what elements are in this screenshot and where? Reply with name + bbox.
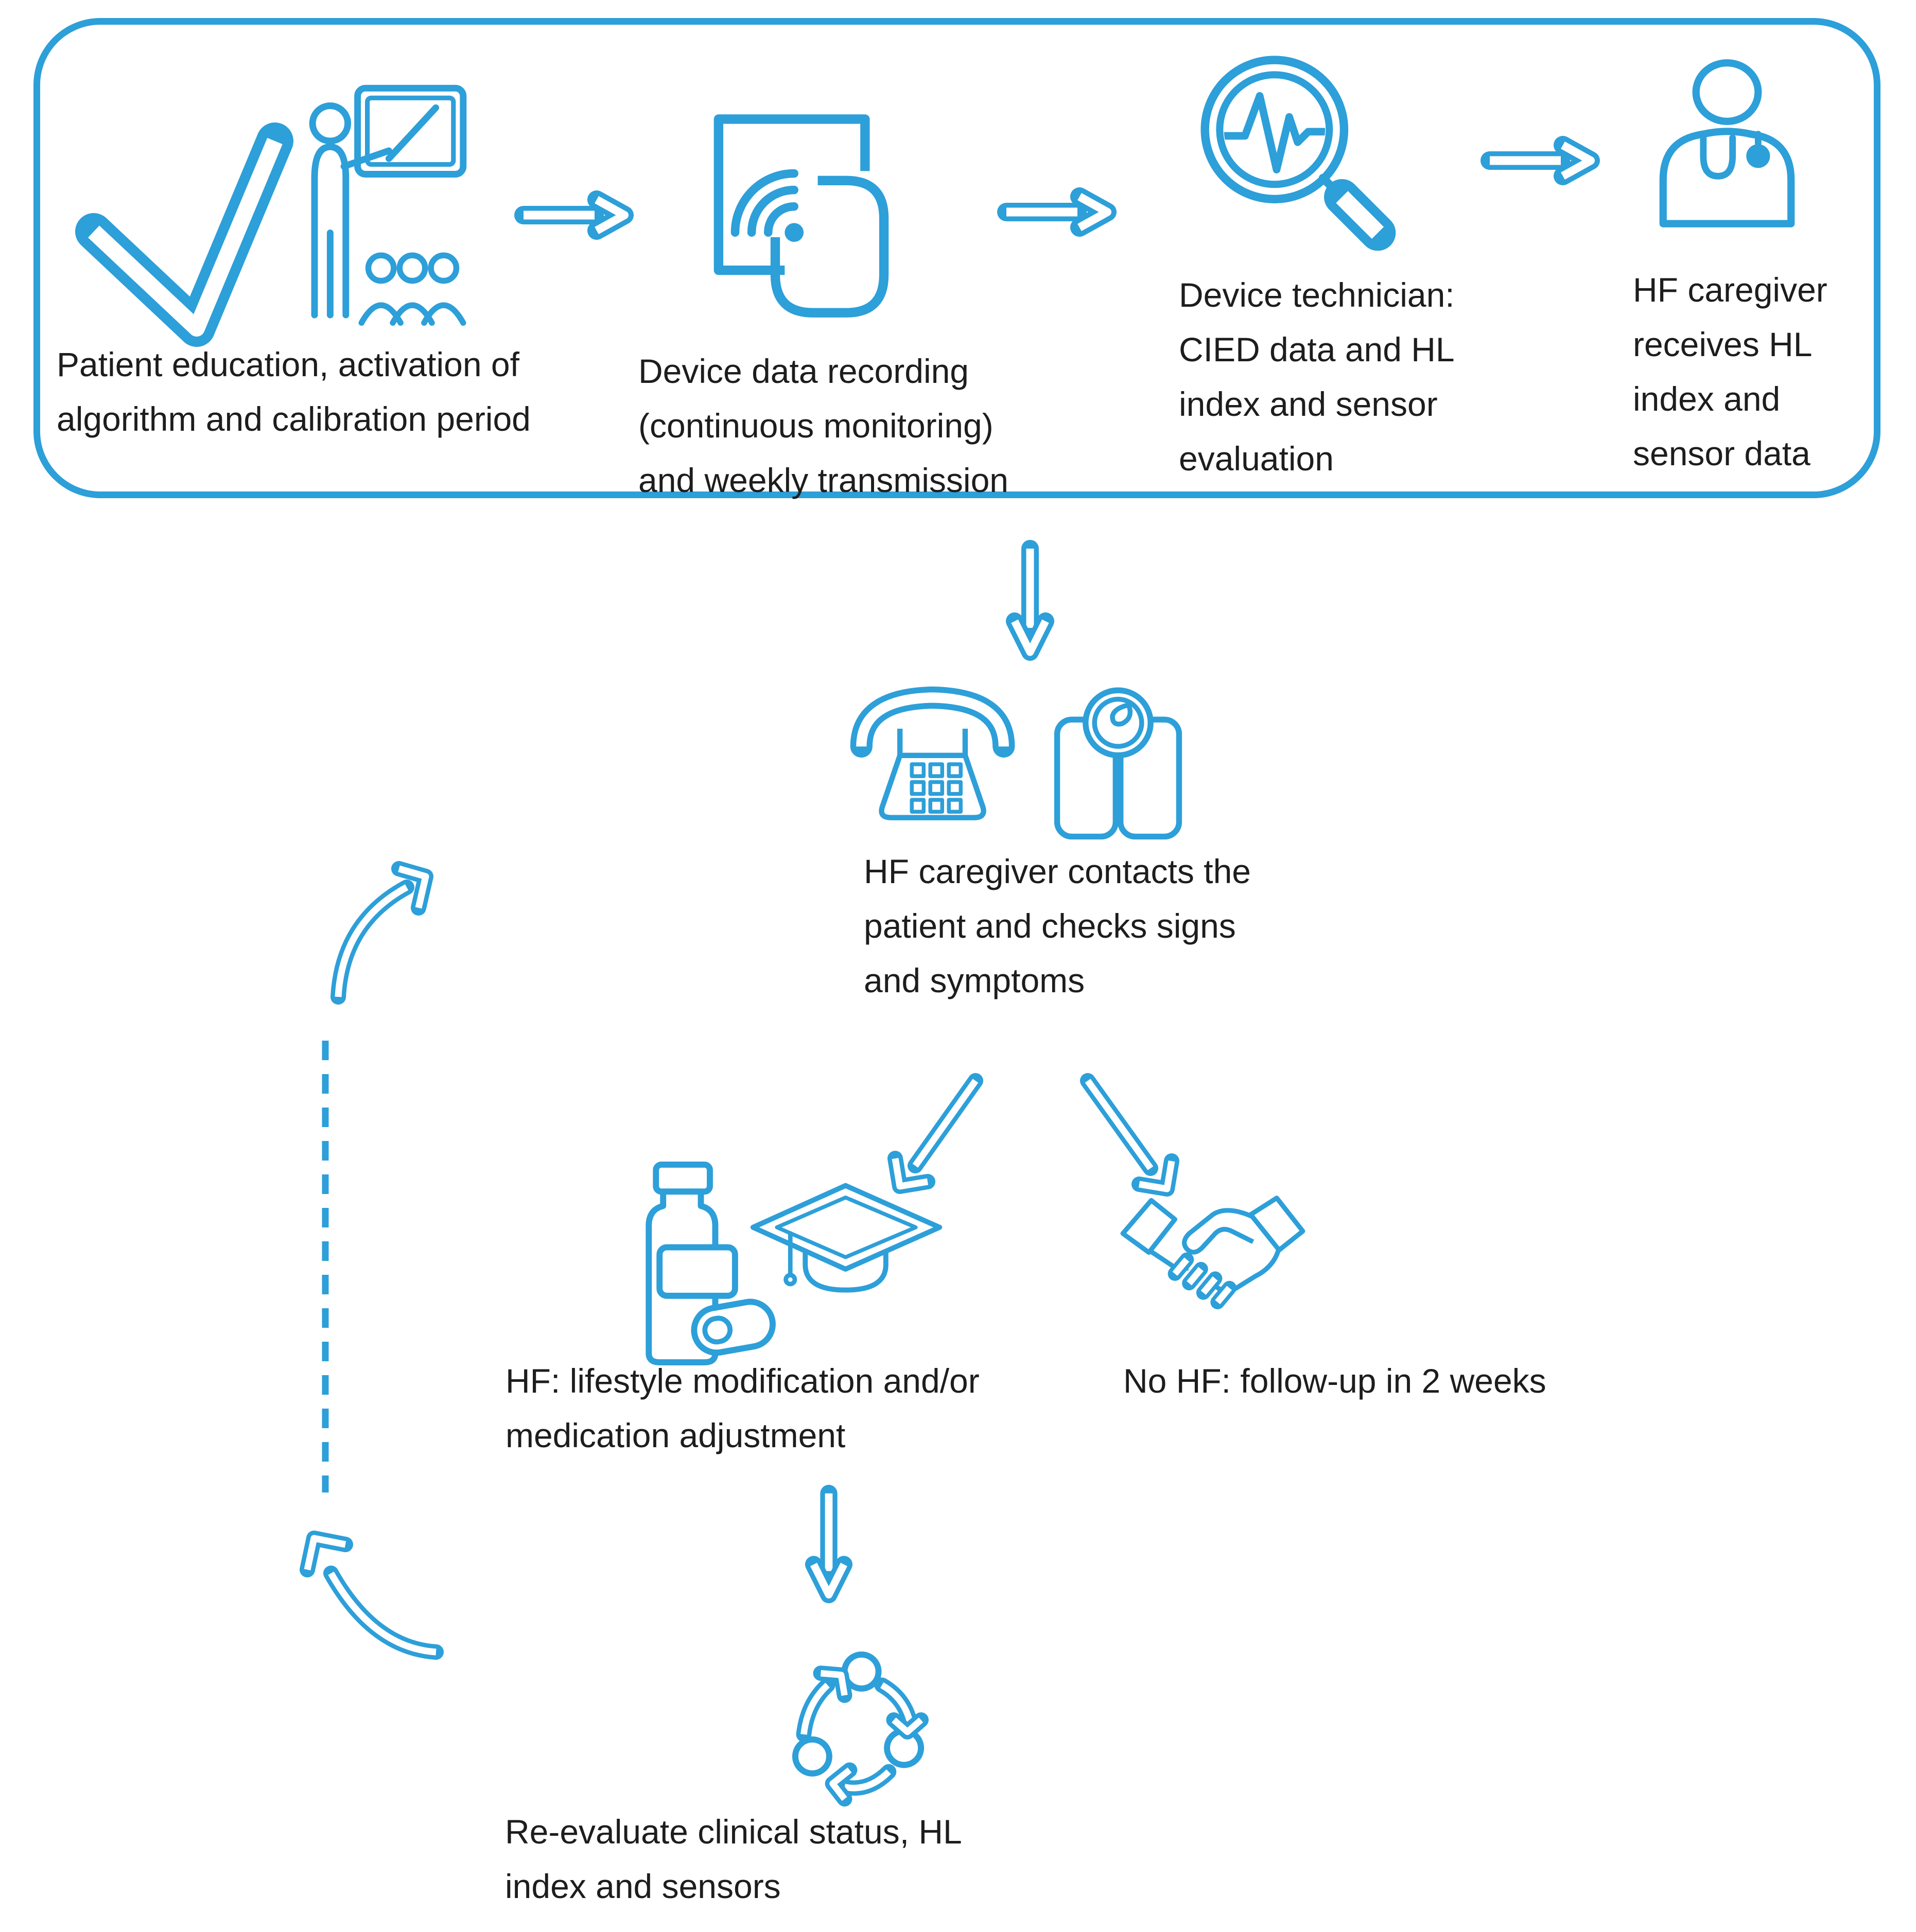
step3-line: Device technician:	[1179, 276, 1455, 314]
arrow-right-icon	[517, 195, 636, 236]
education-cap-icon	[745, 1180, 947, 1299]
phone-keypad	[912, 764, 961, 812]
step2-label	[638, 344, 1008, 507]
no-hf-branch-label	[1123, 1354, 1546, 1408]
presenter-icon	[275, 76, 471, 331]
weight-scale-icon	[1041, 673, 1195, 846]
reevaluate-line: index and sensors	[505, 1867, 781, 1905]
step3-line: CIED data and HL	[1179, 330, 1455, 368]
arrow-diagonal-right-icon	[1078, 1073, 1176, 1197]
reevaluate-line: Re-evaluate clinical status, HL	[505, 1813, 962, 1851]
magnifier-ecg-icon	[1190, 51, 1412, 262]
arrow-right-icon	[1484, 140, 1602, 181]
no-hf-branch-line: No HF: follow-up in 2 weeks	[1123, 1362, 1546, 1400]
step1-line: Patient education, activation of	[57, 345, 519, 383]
contact-label	[864, 844, 1251, 1008]
doctor-icon	[1645, 56, 1809, 238]
step3-line: evaluation	[1179, 440, 1334, 478]
step4-line: HF caregiver	[1633, 271, 1827, 309]
step2-line: and weekly transmission	[638, 461, 1008, 499]
cycle-icon	[776, 1649, 923, 1819]
hf-branch-line: medication adjustment	[506, 1416, 846, 1454]
arrow-right-icon	[1000, 191, 1119, 233]
step2-line: (continuous monitoring)	[638, 407, 994, 445]
arrow-down-icon	[807, 1486, 851, 1610]
contact-line: patient and checks signs	[864, 907, 1236, 945]
arrow-down-icon	[1008, 541, 1052, 668]
device-wireless-icon	[695, 95, 896, 332]
step4-label	[1633, 262, 1827, 481]
step4-line: sensor data	[1633, 434, 1810, 472]
hf-branch-line: HF: lifestyle modification and/or	[506, 1362, 980, 1400]
phone-icon	[841, 677, 1026, 828]
handshake-icon	[1118, 1195, 1308, 1317]
feedback-dashed-line	[315, 1034, 336, 1500]
checkmark-icon	[77, 129, 283, 335]
step1-line: algorithm and calibration period	[57, 400, 531, 438]
contact-line: and symptoms	[864, 961, 1085, 999]
contact-line: HF caregiver contacts the	[864, 852, 1251, 890]
feedback-curved-arrow-up-icon	[317, 860, 450, 1011]
step2-line: Device data recording	[638, 352, 969, 390]
step1-label	[57, 337, 531, 446]
step3-line: index and sensor	[1179, 385, 1438, 423]
hf-branch-label	[506, 1354, 980, 1463]
step4-line: receives HL	[1633, 325, 1813, 363]
audience-icon	[361, 255, 463, 323]
arrow-diagonal-left-icon	[891, 1073, 986, 1197]
feedback-curved-arrow-return-icon	[301, 1524, 448, 1662]
step4-line: index and	[1633, 380, 1781, 418]
reevaluate-label	[505, 1804, 962, 1913]
step3-label	[1179, 268, 1455, 486]
